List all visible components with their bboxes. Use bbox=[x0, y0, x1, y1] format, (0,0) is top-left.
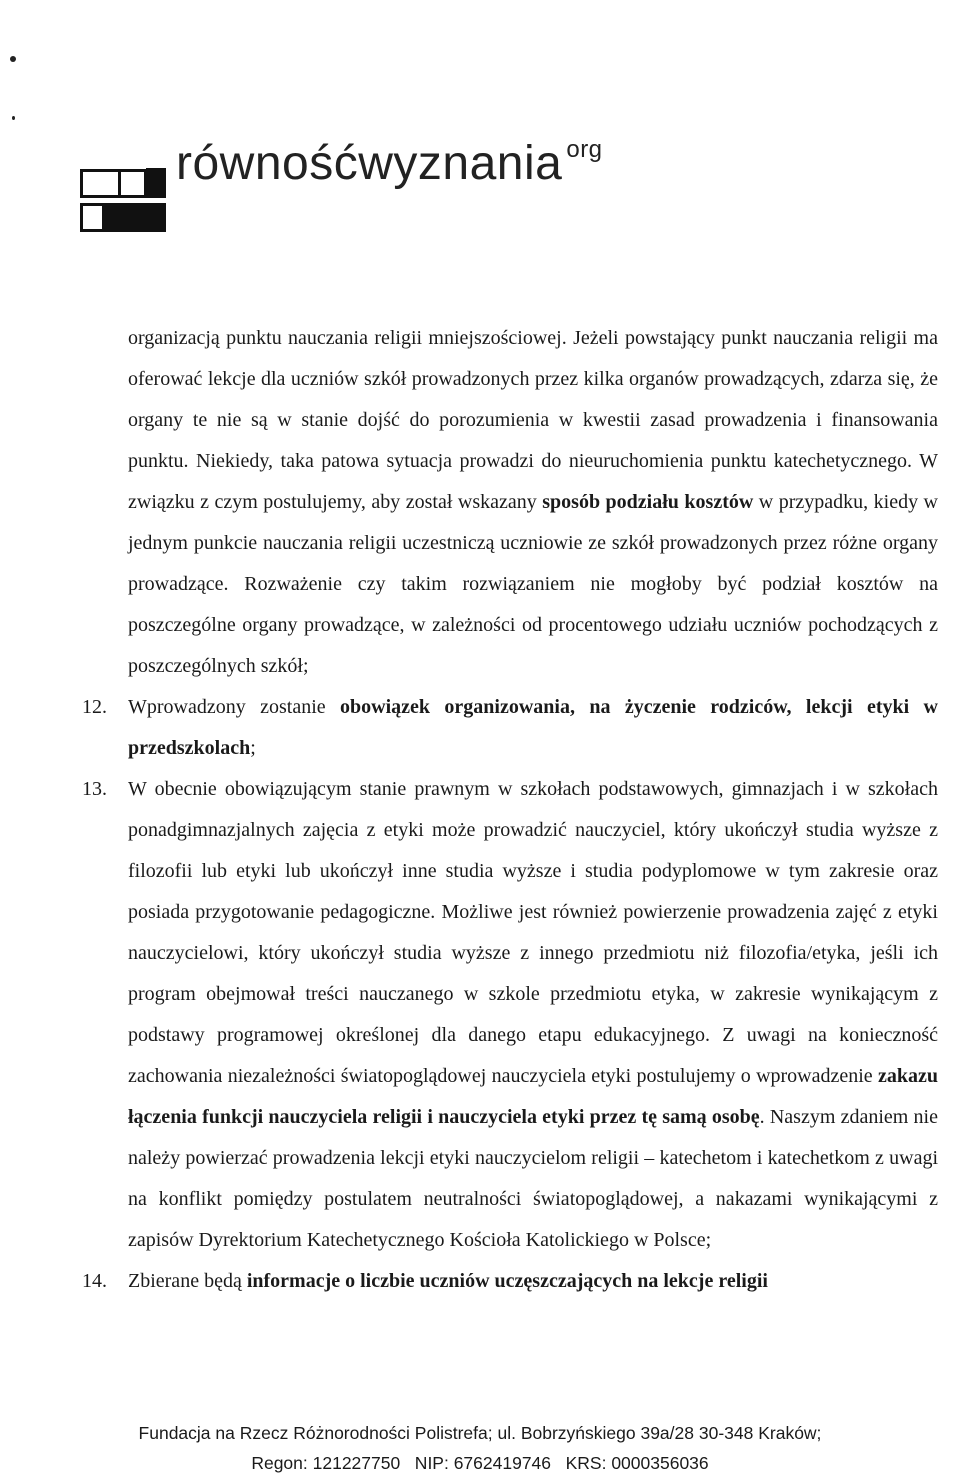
paragraph-continuation bbox=[128, 318, 938, 687]
text-run: Zbierane będą bbox=[128, 1270, 247, 1292]
list-item-14 bbox=[82, 1261, 938, 1302]
bold-run: sposób podziału kosztów bbox=[542, 491, 754, 513]
bold-run: informacje o liczbie uczniów uczęszczających na lekcje religii bbox=[246, 1270, 768, 1292]
item-number: 14. bbox=[82, 1270, 107, 1292]
scan-speck bbox=[12, 116, 15, 120]
logo-squares-icon bbox=[80, 150, 166, 232]
text-run: ; bbox=[250, 737, 256, 759]
text-run: Wprowadzony zostanie bbox=[128, 696, 341, 718]
logo-mark bbox=[80, 150, 166, 232]
bold-run: obowiązek organizowania, na życzenie rodziców, lekcji etyki w przedszkolach bbox=[128, 696, 938, 759]
text-run: . Naszym zdaniem nie należy powierzać prowadzenia lekcji etyki nauczycielom religii – katechetom i katechetkom z uwagi na konflikt pomiędzy postulatem neutralności światopoglądowej, a nakazami wynikającymi z zapisów Dyrektorium Katechetycznego Kościoła Katolickiego w Polsce; bbox=[128, 1106, 938, 1251]
document-body bbox=[82, 318, 939, 1302]
logo-suffix: org bbox=[566, 136, 603, 163]
list-item-12 bbox=[82, 687, 938, 769]
logo-wordmark bbox=[176, 136, 603, 191]
list-item-13 bbox=[82, 769, 938, 1261]
scan-speck bbox=[10, 56, 16, 62]
text-run: organizacją punktu nauczania religii mniejszościowej. Jeżeli powstający punkt nauczania religii ma oferować lekcje dla uczniów szkół prowadzonych przez kilka organów prowadzących, zdarza się, że organy te nie są w stanie dojść do porozumienia w kwestii zasad prowadzenia i finansowania punktu. Niekiedy, taka patowa sytuacja prowadzi do nieuruchomienia punktu katechetycznego. W związku z czym postulujemy, aby został wskazany bbox=[128, 327, 938, 513]
bold-run: zakazu łączenia funkcji nauczyciela religii i nauczyciela etyki przez tę samą osobę bbox=[128, 1065, 938, 1128]
text-run: W obecnie obowiązującym stanie prawnym w szkołach podstawowych, gimnazjach i w szkołach ponadgimnazjalnych zajęcia z etyki może prowadzić nauczyciel, który ukończył studia wyższe z filozofii lub etyki lub ukończył inne studia wyższe i studia podyplomowe w tym zakresie oraz posiada przygotowanie pedagogiczne. Możliwe jest również powierzenie prowadzenia zajęć z etyki nauczycielowi, który ukończył studia wyższe z innego przedmiotu niż filozofia/etyka, jeśli ich program obejmował treści nauczanego w szkole przedmiotu etyka, w zakresie wynikającym z podstawy programowej określonej dla danego etapu edukacyjnego. Z uwagi na konieczność zachowania niezależności światopoglądowej nauczyciela etyki postulujemy o wprowadzenie bbox=[128, 778, 938, 1087]
page-footer bbox=[0, 1418, 960, 1478]
logo-name: równośćwyznania bbox=[176, 137, 563, 190]
item-number: 12. bbox=[82, 696, 107, 718]
item-number: 13. bbox=[82, 778, 107, 800]
footer-address: Fundacja na Rzecz Różnorodności Polistrefa; ul. Bobrzyńskiego 39a/28 30-348 Kraków; bbox=[138, 1423, 822, 1443]
footer-registry: Regon: 121227750 NIP: 6762419746 KRS: 0000356036 bbox=[251, 1453, 709, 1473]
text-run: w przypadku, kiedy w jednym punkcie nauczania religii uczestniczą uczniowie ze szkół prowadzonych przez różne organy prowadzące. Rozważenie czy takim rozwiązaniem nie mogłoby być podział kosztów na poszczególne organy prowadzące, w zależności od procentowego udziału uczniów pochodzących z poszczególnych szkół; bbox=[128, 491, 939, 677]
